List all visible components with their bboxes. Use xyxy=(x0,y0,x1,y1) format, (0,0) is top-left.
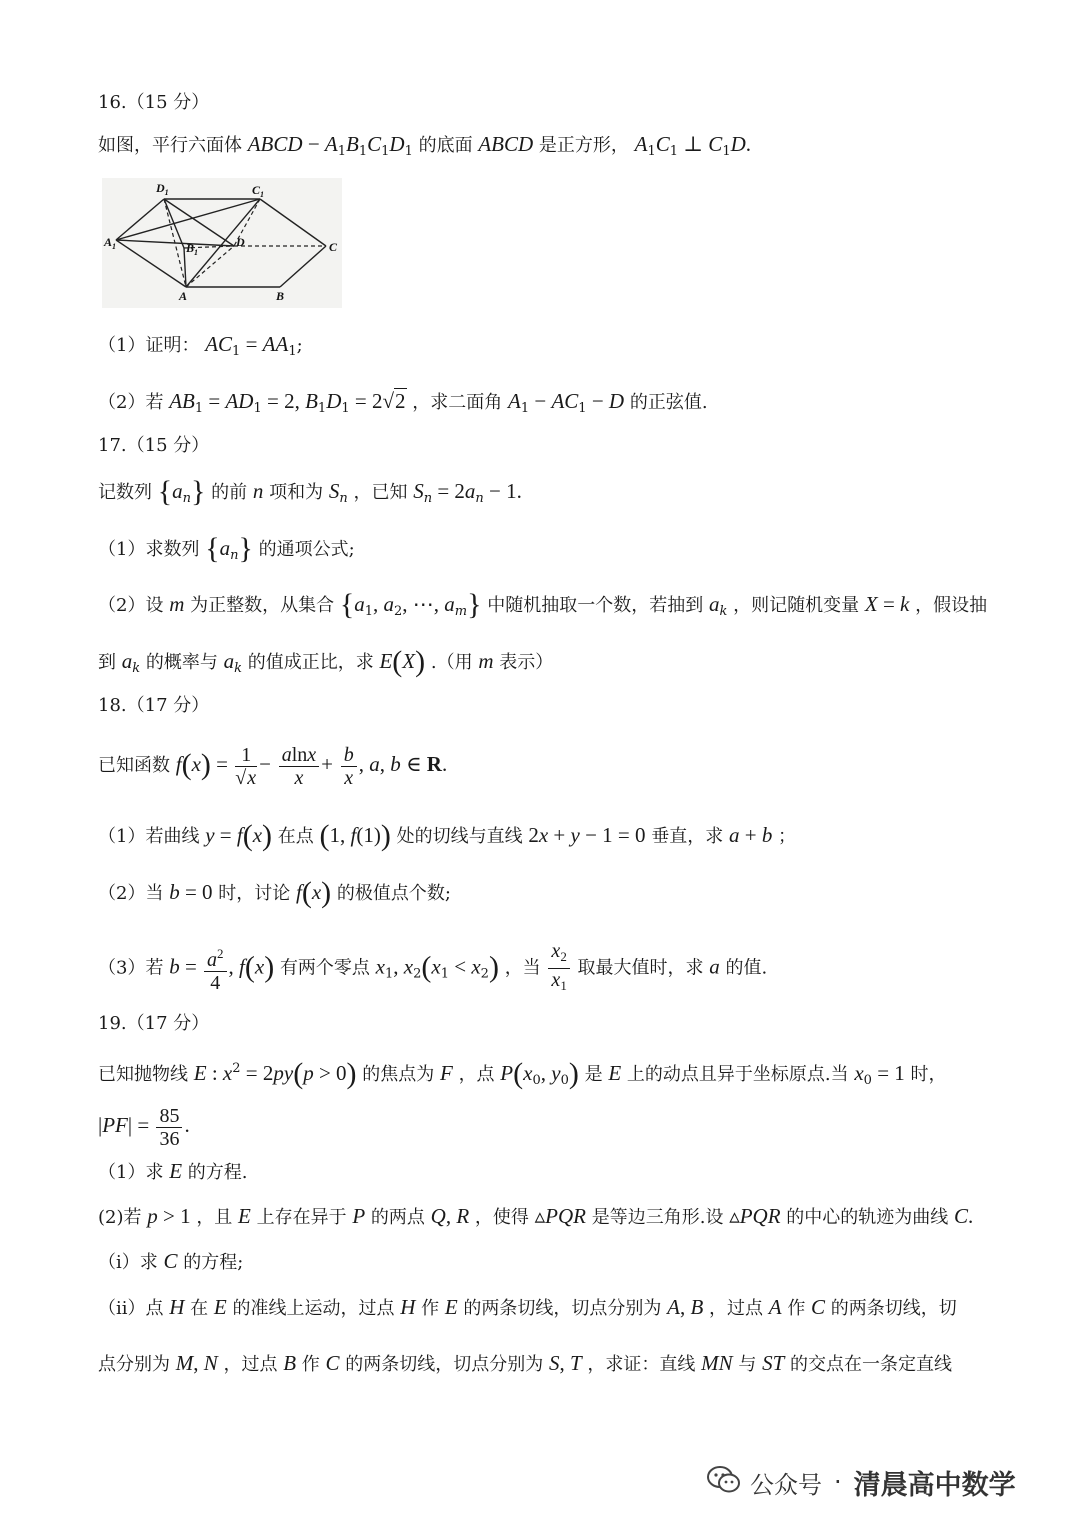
label-d: D xyxy=(236,235,245,249)
label-b: B xyxy=(276,289,285,303)
q17-heading: 17.（15 分） xyxy=(98,435,210,456)
label-b1: $B_1$ xyxy=(186,241,199,257)
watermark xyxy=(706,1462,1016,1502)
q18-part1: （1）若曲线 y = f(x) 在点 (1, f(1)) 处的切线与直线 2x + y − 1 = 0 垂直，求 a + b ； xyxy=(98,819,797,852)
q17-intro: 记数列 $\{a_n\}$ 的前 n 项和为 $S_n$ ，已知 $S_n = 2a_n - 1$. xyxy=(98,475,522,508)
q19-pf-value: |PF| = $\frac{85}{36}$ . xyxy=(98,1104,190,1150)
q16-part2: （2）若 $AB_1 = AD_1 = 2$, $B_1D_1 = 2√2$ ，求二面角 $A_1 - AC_1 - D$ 的正弦值. xyxy=(98,389,708,416)
watermark-source: 公众号 xyxy=(750,1470,822,1499)
q19-intro: 已知抛物线 E : $x^2 = 2py(p > 0)$ 的焦点为 F ，点 $P(x_0$, $y_0$) 是 E 上的动点且异于坐标原点.当 $x_0 = 1$ 时， xyxy=(98,1057,947,1090)
watermark-name: 清晨高中数学 xyxy=(853,1469,1016,1501)
wechat-icon xyxy=(706,1465,742,1499)
q19-part-ii-line1: （ii）点 H 在 E 的准线上运动，过点 H 作 E 的两条切线，切点分别为 A, B ，过点 A 作 C 的两条切线，切 xyxy=(98,1295,957,1319)
q19-part-i: （i）求 C 的方程; xyxy=(98,1249,244,1273)
q18-intro: 已知函数 f(x) = $\frac{1}{√x}$ − $\frac{alnx}{x}$ + $\frac{b}{x}$ , a, b ∈ R. xyxy=(98,743,448,789)
q17-part2-line2: 到 $a_k$ 的概率与 $a_k$ 的值成正比，求 E(X) .（用 m 表示） xyxy=(98,645,554,678)
label-d1: $D_1$ xyxy=(156,181,169,197)
q18-part2: （2）当 b = 0 时，讨论 f(x) 的极值点个数; xyxy=(98,876,451,909)
q19-part2: (2)若 p > 1 ，且 E 上存在异于 P 的两点 Q, R ，使得 ▵PQR 是等边三角形.设 ▵PQR 的中心的轨迹为曲线 C. xyxy=(98,1204,974,1228)
parallelepiped-figure xyxy=(102,178,342,308)
watermark-dot: · xyxy=(834,1468,842,1496)
q19-part-ii-line2: 点分别为 M, N ，过点 B 作 C 的两条切线，切点分别为 S, T ，求证：直线 MN 与 ST 的交点在一条定直线 xyxy=(98,1351,953,1375)
label-a: A xyxy=(179,289,188,303)
label-a1: $A_1$ xyxy=(104,235,117,251)
q16-intro: 如图，平行六面体 ABCD − $A_1B_1C_1D_1$ 的底面 ABCD 是正方形， $A_1C_1$ ⊥ $C_1D$. xyxy=(98,132,752,159)
q19-heading: 19.（17 分） xyxy=(98,1013,210,1034)
label-c: C xyxy=(329,240,338,254)
q16-heading: 16.（15 分） xyxy=(98,92,210,113)
q16-part1: （1）证明： $AC_1 = AA_1$; xyxy=(98,332,303,359)
label-c1: $C_1$ xyxy=(252,183,265,199)
q18-part3: （3）若 b = $\frac{a^2}{4}$ , f(x) 有两个零点 $x_1$, $x_2(x_1 < x_2)$ ，当 $\frac{x_2}{x_1}$ 取最大值时，求 a 的值. xyxy=(98,940,768,994)
q17-part2-line1: （2）设 m 为正整数，从集合 {$a_1$, $a_2$, ⋯, $a_m$} 中随机抽取一个数，若抽到 $a_k$ ，则记随机变量 X = k ，假设抽 xyxy=(98,588,988,621)
q17-part1: （1）求数列 $\{a_n\}$ 的通项公式; xyxy=(98,532,355,565)
q18-heading: 18.（17 分） xyxy=(98,695,210,716)
q19-part1: （1）求 E 的方程. xyxy=(98,1159,248,1183)
